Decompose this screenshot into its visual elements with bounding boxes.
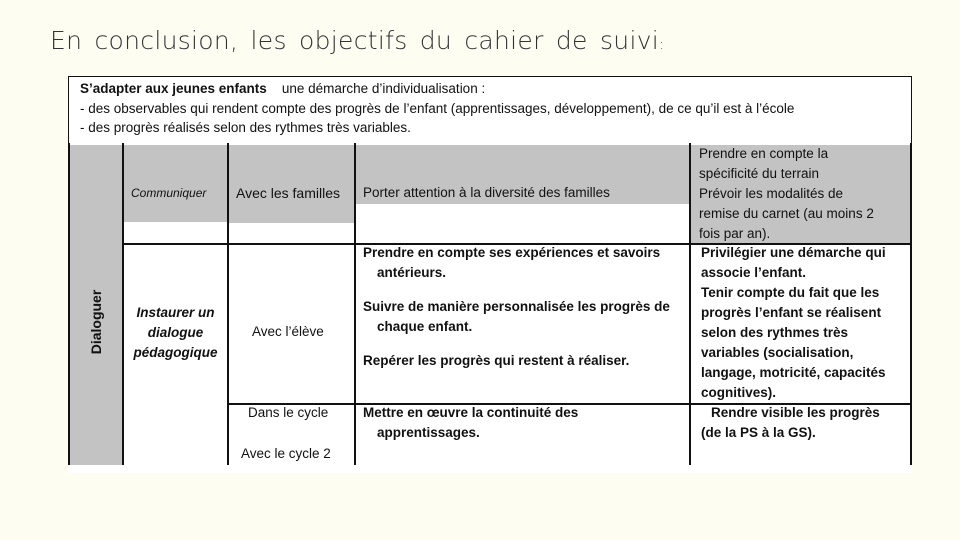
header-line-2: - des observables qui rendent compte des progrès de l’enfant (apprentissages, développement), de ce qu’il est à l’école xyxy=(80,101,795,116)
cell-avec-les-familles: Avec les familles xyxy=(236,185,341,201)
cell-eleve-demarche: Privilégier une démarche qui associe l’enfant. Tenir compte du fait que les progrès l’enfant se réalisent selon des rythmes très variables (socialisation, langage, motricité, capacités cognitives). xyxy=(701,245,886,400)
cell-continuite: Mettre en œuvre la continuité des apprentissages. xyxy=(363,405,579,440)
cell-specificite-terrain: Prendre en compte la spécificité du terrain Prévoir les modalités de remise du carnet (au moins 2 fois par an). xyxy=(699,146,874,241)
header-line-1: S’adapter aux jeunes enfants une démarche d’individualisation : xyxy=(80,81,486,96)
cell-cycle: Dans le cycle xyxy=(248,405,329,420)
slide-title: En conclusion, les objectifs du cahier de suivi: xyxy=(50,26,665,55)
cell-cycle-2: Avec le cycle 2 xyxy=(241,446,331,461)
cell-communiquer: Communiquer xyxy=(131,186,207,200)
cell-instaurer-dialogue: Instaurer un dialogue pédagogique xyxy=(133,305,218,360)
cell-avec-eleve: Avec l’élève xyxy=(252,324,324,339)
cell-eleve-objectifs: Prendre en compte ses expériences et savoirs antérieurs. Suivre de manière personnalisée les progrès de chaque enfant. Repérer les progrès qui restent à réaliser. xyxy=(363,245,670,368)
side-label-dialoguer: Dialoguer xyxy=(88,289,104,355)
header-line-3: - des progrès réalisés selon des rythmes très variables. xyxy=(80,120,411,135)
cell-rendre-visible: Rendre visible les progrès (de la PS à la GS). xyxy=(701,405,880,440)
cell-diversite-familles: Porter attention à la diversité des familles xyxy=(363,185,610,200)
